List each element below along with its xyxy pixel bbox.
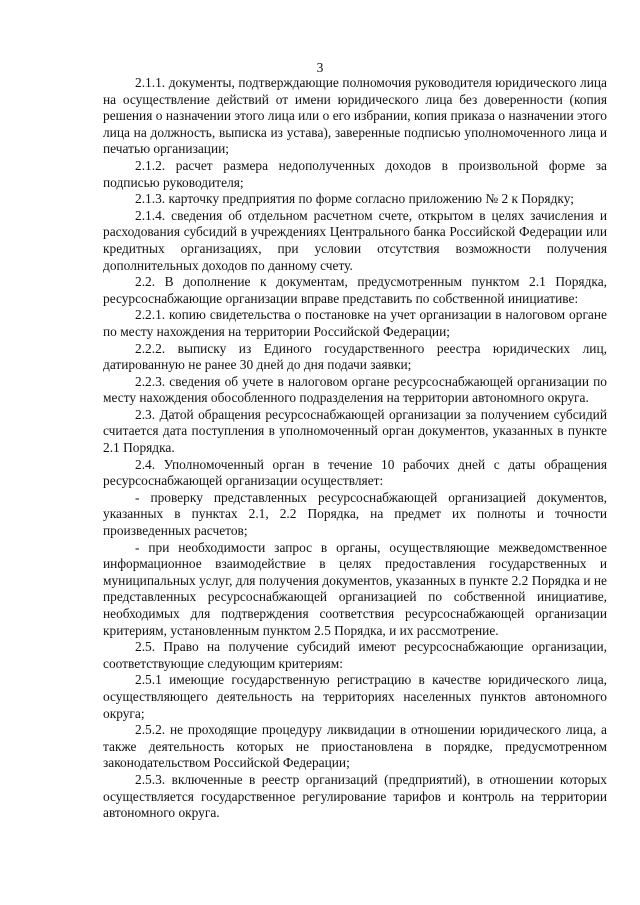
page-number: 3 [316,60,324,75]
document-body [103,75,607,822]
paragraph-2-3: 2.3. Датой обращения ресурсоснабжающей организации за получением субсидий считается дата поступления в уполномоченный орган документов, указанных в пункте 2.1 Порядка. [103,406,607,456]
list-item-request: - при необходимости запрос в органы, осуществляющие межведомственное информационное взаимодействие в целях предоставления государственных и муниципальных услуг, для получения документов, указанных в пункте 2.2 Порядка и не представленных ресурсоснабжающей организацией по собственной инициативе, необходимых для подтверждения соответствия ресурсоснабжающей организации критериям, установленным пунктом 2.5 Порядка, и их рассмотрение. [103,539,607,638]
paragraph-2-5-1: 2.5.1 имеющие государственную регистрацию в качестве юридического лица, осуществляющего деятельность на территориях населенных пунктов автономного округа; [103,672,607,721]
paragraph-2-1-3: 2.1.3. карточку предприятия по форме согласно приложению № 2 к Порядку; [135,191,574,207]
list-item-verification: - проверку представленных ресурсоснабжающей организацией документов, указанных в пунктах 2.1, 2.2 Порядка, на предмет их полноты и точности произведенных расчетов; [103,489,607,539]
paragraph-2-2: 2.2. В дополнение к документам, предусмотренным пунктом 2.1 Порядка, ресурсоснабжающие организации вправе представить по собственной инициативе: [103,274,607,306]
paragraph-2-5-3: 2.5.3. включенные в реестр организаций (предприятий), в отношении которых осуществляется государственное регулирование тарифов и контроль на территории автономного округа. [103,771,607,821]
paragraph-2-5: 2.5. Право на получение субсидий имеют ресурсоснабжающие организации, соответствующие следующим критериям: [103,639,607,671]
paragraph-2-2-1: 2.2.1. копию свидетельства о постановке на учет организации в налоговом органе по месту нахождения на территории Российской Федерации; [103,307,607,339]
paragraph-2-1-1: 2.1.1. документы, подтверждающие полномочия руководителя юридического лица на осуществление действий от имени юридического лица без доверенности (копия решения о назначении этого лица или о его избрании, копия приказа о назначении этого лица на должность, выписка из устава), заверенные подписью уполномоченного лица и печатью организации; [103,75,607,157]
paragraph-2-1-2: 2.1.2. расчет размера недополученных доходов в произвольной форме за подписью руководителя; [103,157,607,190]
paragraph-2-2-2: 2.2.2. выписку из Единого государственного реестра юридических лиц, датированную не ранее 30 дней до дня подачи заявки; [103,340,607,373]
paragraph-2-2-3: 2.2.3. сведения об учете в налоговом органе ресурсоснабжающей организации по месту нахождения обособленного подразделения на территории автономного округа. [103,373,607,406]
paragraph-2-4: 2.4. Уполномоченный орган в течение 10 рабочих дней с даты обращения ресурсоснабжающей организации осуществляет: [103,456,607,489]
paragraph-2-1-4: 2.1.4. сведения об отдельном расчетном счете, открытом в целях зачисления и расходования субсидий в учреждениях Центрального банка Российской Федерации или кредитных организациях, при условии отсутствия возможности получения дополнительных доходов по данному счету. [103,207,607,273]
paragraph-2-5-2: 2.5.2. не проходящие процедуру ликвидации в отношении юридического лица, а также деятельность которых не приостановлена в порядке, предусмотренном законодательством Российской Федерации; [103,722,607,771]
